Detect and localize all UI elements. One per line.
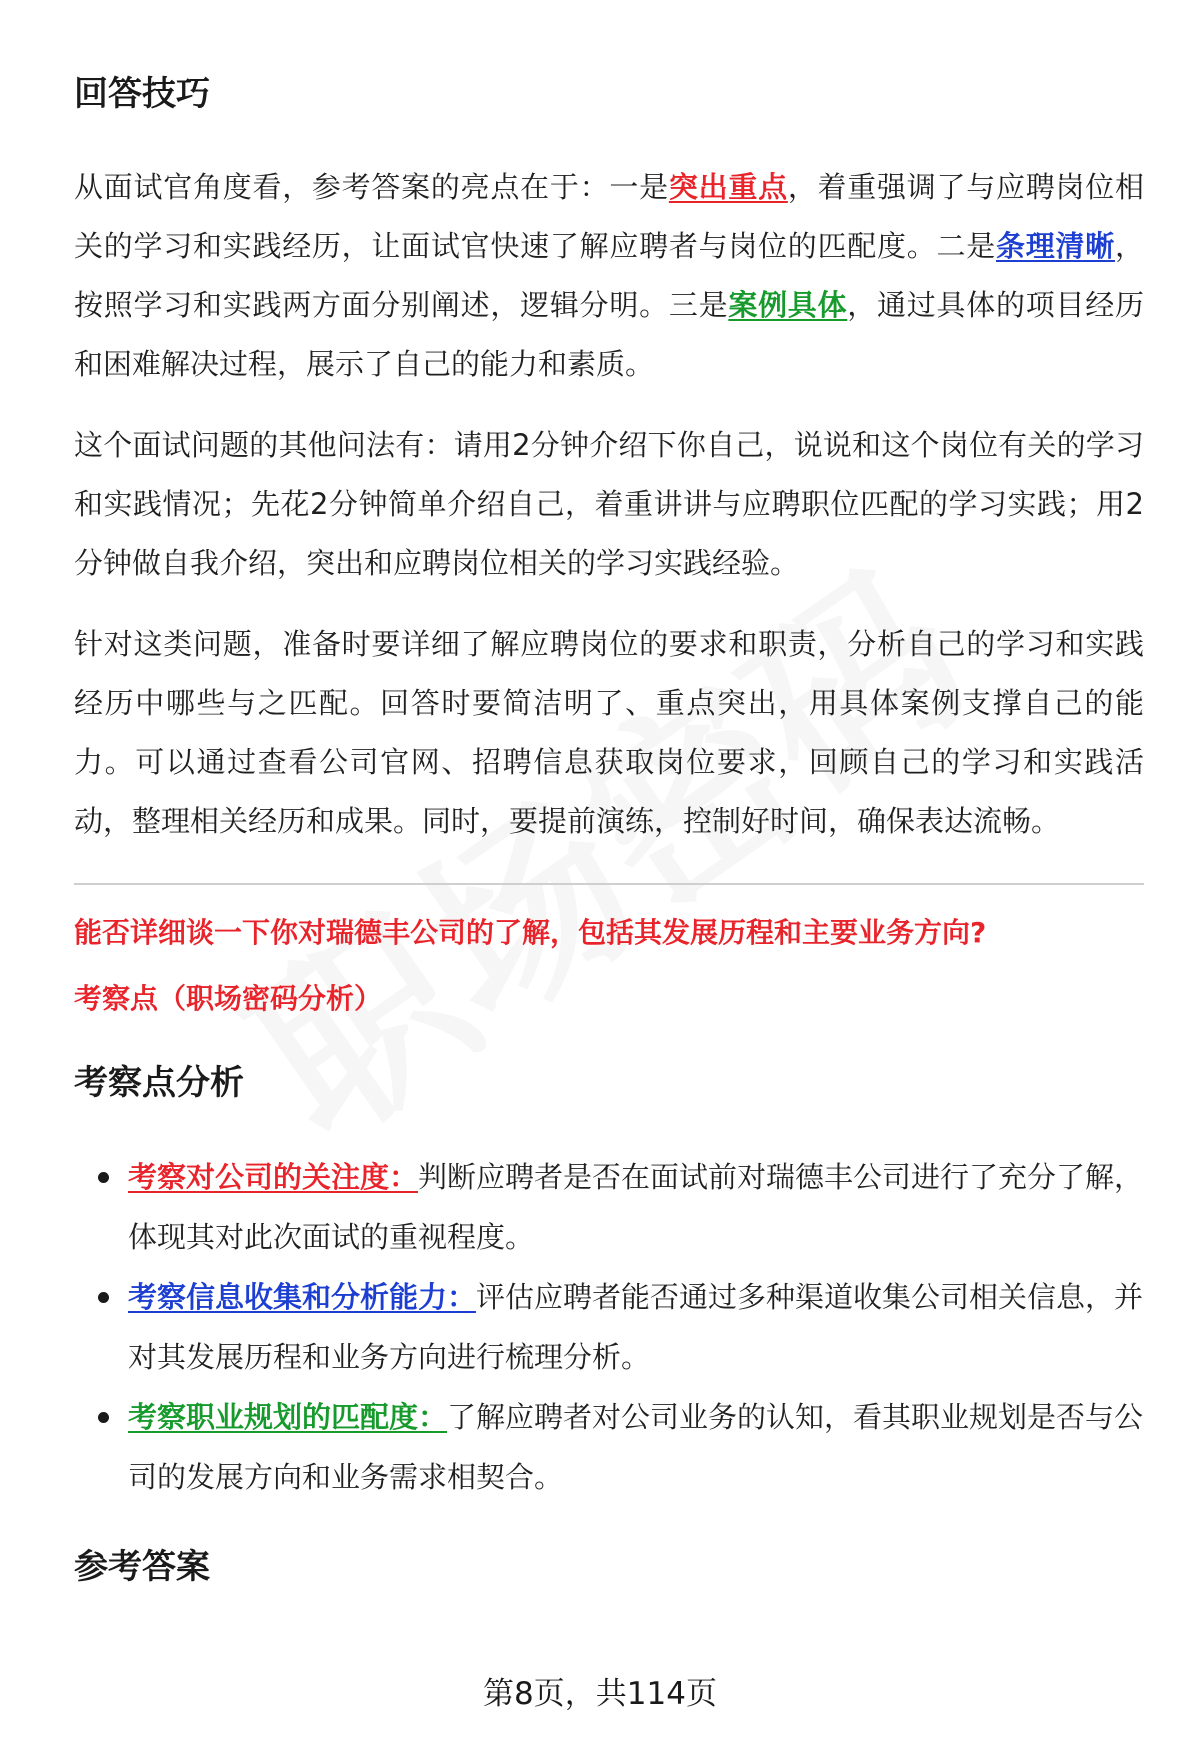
paragraph-alternative-questions: 这个面试问题的其他问法有：请用2分钟介绍下你自己，说说和这个岗位有关的学习和实践情况；先花2分钟简单介绍自己，着重讲讲与应聘职位匹配的学习实践；用2分钟做自我介绍，突出和应聘岗位相关的学习实践经验。 xyxy=(74,428,1144,580)
paragraph-highlights xyxy=(74,158,1144,394)
bullet-icon xyxy=(98,1172,109,1183)
heading-answer-tips: 回答技巧 xyxy=(74,74,210,114)
page-content xyxy=(74,70,1144,1591)
text-segment: ，按照学习和实践两方面分别阐述，逻辑分明。三是 xyxy=(74,229,1144,322)
heading-assessment-analysis: 考察点分析 xyxy=(74,1063,244,1103)
paragraph-preparation-advice: 针对这类问题，准备时要详细了解应聘岗位的要求和职责，分析自己的学习和实践经历中哪些与之匹配。回答时要简洁明了、重点突出，用具体案例支撑自己的能力。可以通过查看公司官网、招聘信息获取岗位要求，回顾自己的学习和实践活动，整理相关经历和成果。同时，要提前演练，控制好时间，确保表达流畅。 xyxy=(74,627,1144,838)
text-segment: ，着重强调了与应聘岗位相关的学习和实践经历，让面试官快速了解应聘者与岗位的匹配度。二是 xyxy=(74,170,1144,263)
highlight-concrete-cases: 案例具体 xyxy=(728,288,848,322)
item-text: 了解应聘者对公司业务的认知，看其职业规划是否与公司的发展方向和业务需求相契合。 xyxy=(128,1400,1144,1494)
page-number: 第8页，共114页 xyxy=(483,1676,717,1712)
interview-question: 能否详细谈一下你对瑞德丰公司的了解，包括其发展历程和主要业务方向? xyxy=(74,916,987,949)
assessment-subheading: 考察点（职场密码分析） xyxy=(74,982,383,1015)
text-segment: 从面试官角度看，参考答案的亮点在于：一是 xyxy=(74,170,669,204)
highlight-key-point: 突出重点 xyxy=(668,170,788,204)
section-divider xyxy=(74,883,1144,885)
assessment-list xyxy=(74,1147,1144,1507)
item-text: 判断应聘者是否在面试前对瑞德丰公司进行了充分了解，体现其对此次面试的重视程度。 xyxy=(128,1160,1144,1254)
item-label: 考察对公司的关注度： xyxy=(128,1160,419,1194)
highlight-clear-structure: 条理清晰 xyxy=(996,229,1115,263)
item-label: 考察职业规划的匹配度： xyxy=(128,1400,448,1434)
item-label: 考察信息收集和分析能力： xyxy=(128,1280,477,1314)
item-text: 评估应聘者能否通过多种渠道收集公司相关信息，并对其发展历程和业务方向进行梳理分析。 xyxy=(128,1280,1144,1374)
heading-reference-answer: 参考答案 xyxy=(74,1547,210,1587)
list-item xyxy=(74,1267,1144,1387)
list-item xyxy=(74,1147,1144,1267)
bullet-icon xyxy=(98,1292,109,1303)
list-item xyxy=(74,1387,1144,1507)
bullet-icon xyxy=(98,1412,109,1423)
text-segment: ，通过具体的项目经历和困难解决过程，展示了自己的能力和素质。 xyxy=(74,288,1144,381)
